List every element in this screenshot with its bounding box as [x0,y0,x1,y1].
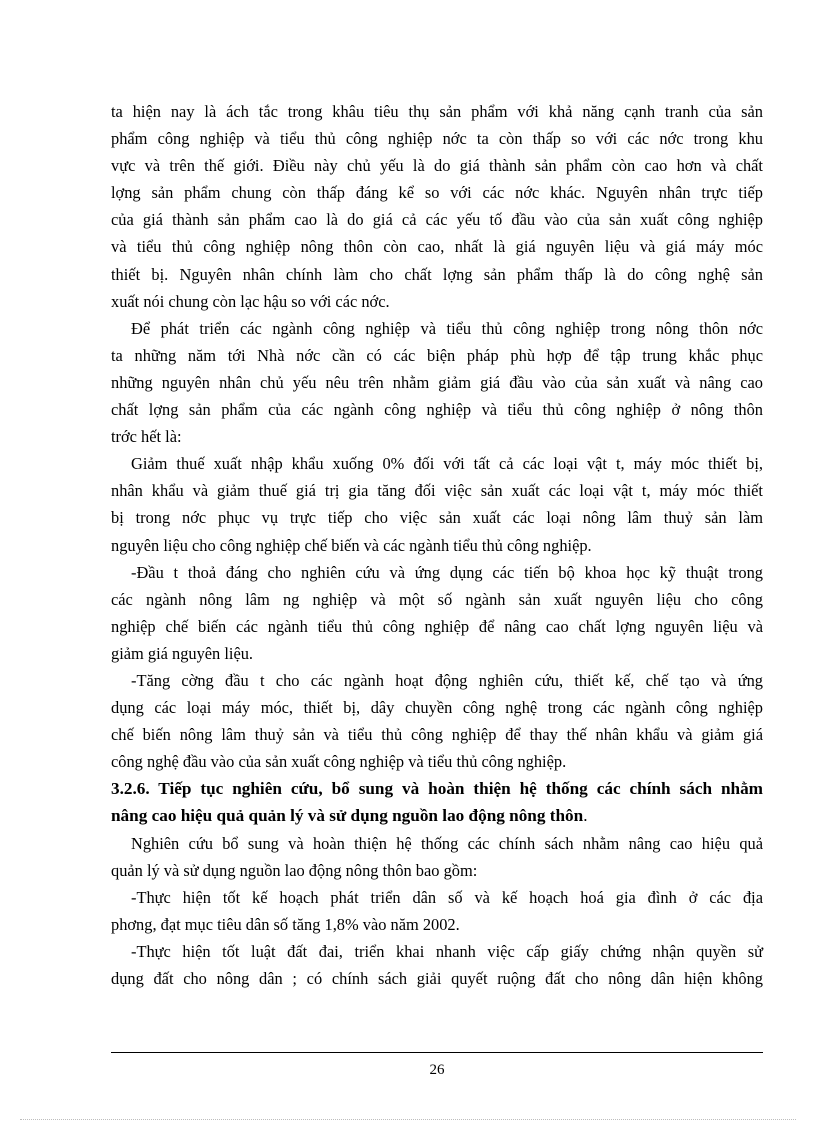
text-line: ta hiện nay là ách tắc trong khâu tiêu thụ sản phẩm với khả năng cạnh tranh của sản [111,102,763,121]
paragraph-5 [111,667,763,775]
text-line: lợng sản phẩm chung còn thấp đáng kể so với các nớc khác. Nguyên nhân trực tiếp [111,183,763,203]
text-line: các ngành nông lâm ng nghiệp và một số ngành sản xuất nguyên liệu cho công [111,589,763,609]
text-line: -Tăng cờng đầu t cho các ngành hoạt động nghiên cứu, thiết kế, chế tạo và ứng [131,670,763,690]
text-line: Giảm thuế xuất nhập khẩu xuống 0% đối với tất cả các loại vật t, máy móc thiết bị, [131,454,763,474]
text-line: xuất nói chung còn lạc hậu so với các nớc. [111,291,390,311]
text-line: vực và trên thế giới. Điều này chủ yếu là do giá thành sản phẩm còn cao hơn và chất [111,156,763,176]
paragraph-2 [111,315,763,450]
text-line: những nguyên nhân chủ yếu nêu trên nhằm giảm giá đầu vào của sản xuất và nâng cao [111,372,763,392]
heading-text: nâng cao hiệu quả quản lý và sử dụng nguồn lao động nông thôn [111,806,584,826]
text-line: Để phát triển các ngành công nghiệp và tiểu thủ công nghiệp trong nông thôn nớc [131,318,763,338]
text-line: thiết bị. Nguyên nhân chính làm cho chất lợng sản phẩm thấp là do công nghệ sản [111,264,763,284]
heading-line: 3.2.6. Tiếp tục nghiên cứu, bổ sung và hoàn thiện hệ thống các chính sách nhằm [111,779,763,799]
text-line: -Thực hiện tốt luật đất đai, triển khai nhanh việc cấp giấy chứng nhận quyền sử [131,941,763,961]
paragraph-8 [111,938,763,992]
section-heading [111,775,763,829]
text-line: trớc hết là: [111,427,182,447]
page-number: 26 [429,1062,445,1078]
text-line: nguyên liệu cho công nghiệp chế biến và các ngành tiểu thủ công nghiệp. [111,535,592,555]
text-line: phơng, đạt mục tiêu dân số tăng 1,8% vào năm 2002. [111,914,460,934]
text-line: phẩm công nghiệp và tiểu thủ công nghiệp nớc ta còn thấp so với các nớc trong khu [111,129,763,149]
paragraph-6 [111,830,763,884]
page-bottom-border [20,1119,796,1120]
text-line: bị trong nớc phục vụ trực tiếp cho việc sản xuất các loại nông lâm thuỷ sản làm [111,508,763,528]
text-line: -Thực hiện tốt kế hoạch phát triển dân số và kế hoạch hoá gia đình ở các địa [131,887,763,907]
text-line: dụng đất cho nông dân ; có chính sách giải quyết ruộng đất cho nông dân hiện không [111,969,763,988]
text-line: giảm giá nguyên liệu. [111,643,254,663]
text-line: dụng các loại máy móc, thiết bị, dây chuyền công nghệ trong các ngành công nghiệp [111,698,763,718]
heading-line [111,802,763,829]
heading-period: . [583,806,588,826]
text-line: chất lợng sản phẩm của các ngành công nghiệp và tiểu thủ công nghiệp ở nông thôn [111,400,763,420]
text-line: chế biến nông lâm thuỷ sản và tiểu thủ công nghiệp để thay thế nhân khẩu và giảm giá [111,725,763,745]
text-line: của giá thành sản phẩm cao là do giá cả các yếu tố đầu vào của sản xuất công nghiệp [111,210,763,230]
text-line: Nghiên cứu bổ sung và hoàn thiện hệ thống các chính sách nhằm nâng cao hiệu quả [131,833,763,853]
paragraph-4 [111,559,763,667]
text-line: công nghệ đầu vào của sản xuất công nghiệp và tiểu thủ công nghiệp. [111,752,567,772]
text-line: quản lý và sử dụng nguồn lao động nông thôn bao gồm: [111,860,478,880]
text-line: và tiểu thủ công nghiệp nông thôn còn cao, nhất là giá nguyên liệu và giá máy móc [111,237,763,257]
paragraph-7 [111,884,763,938]
text-line: nhân khẩu và giảm thuế giá trị gia tăng đối việc sản xuất các loại vật t, máy móc thiết [111,481,763,501]
text-line: -Đầu t thoả đáng cho nghiên cứu và ứng dụng các tiến bộ khoa học kỹ thuật trong [131,562,763,582]
paragraph-1 [111,98,763,315]
paragraph-3 [111,450,763,558]
footer-rule [111,1052,763,1053]
text-line: ta những năm tới Nhà nớc cần có các biện pháp phù hợp để tập trung khắc phục [111,345,763,365]
text-line: nghiệp chế biến các ngành tiểu thủ công nghiệp để nâng cao chất lợng nguyên liệu và [111,616,763,636]
document-page [111,98,763,992]
